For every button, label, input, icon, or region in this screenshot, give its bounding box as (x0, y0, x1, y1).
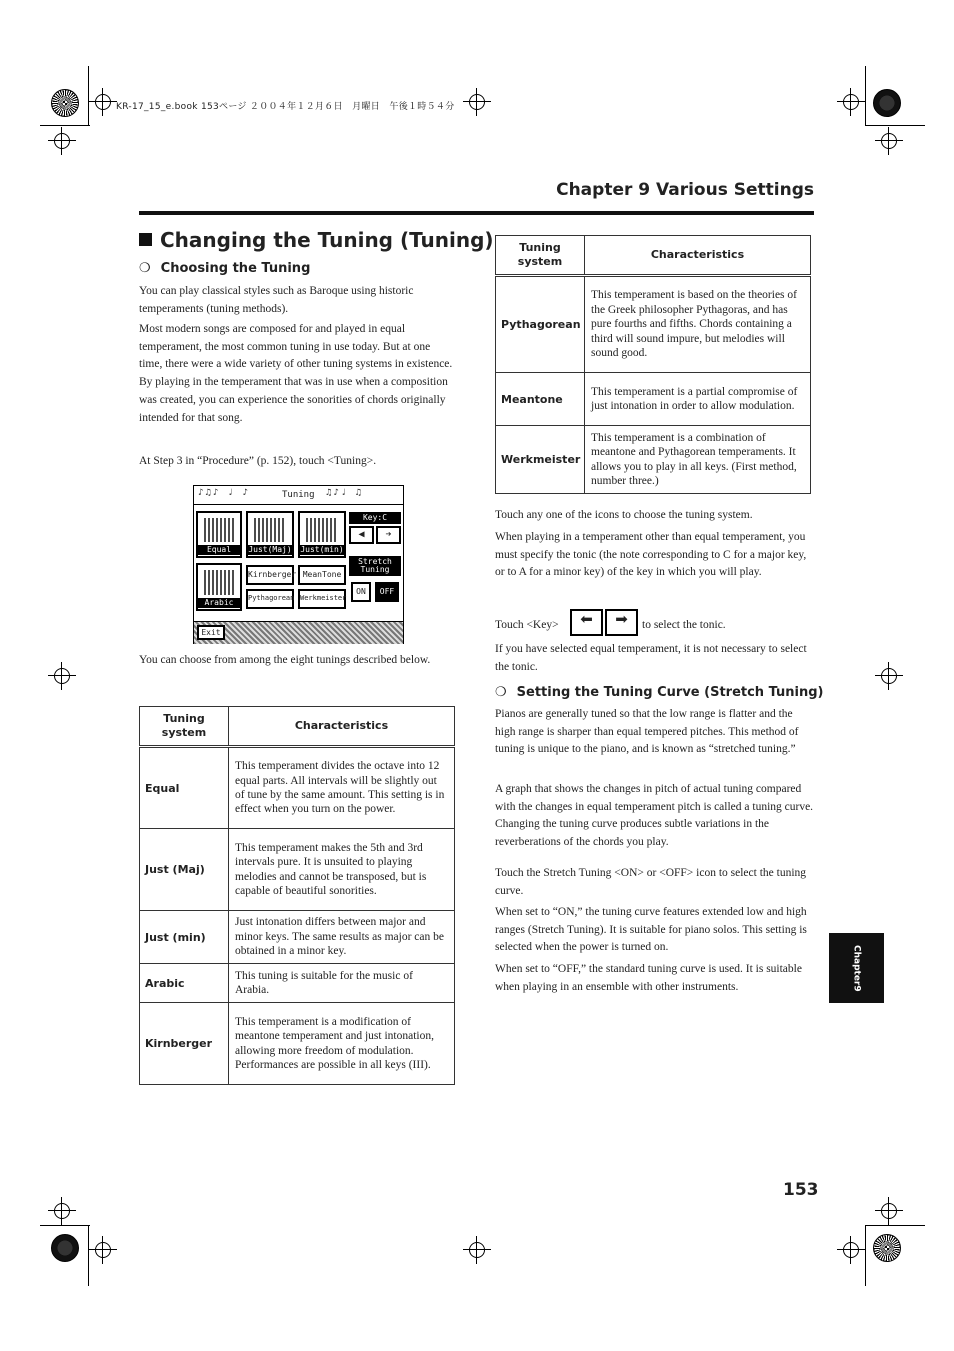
tuning-description: Just intonation differs between major and minor keys. The same results as major can be obtained in a minor key. (229, 911, 455, 964)
paragraph: Touch the Stretch Tuning <ON> or <OFF> icon to select the tuning curve. (495, 867, 807, 897)
key-left-arrow-icon: ⬅ (570, 609, 603, 636)
paragraph: When set to “OFF,” the standard tuning curve is used. It is suitable when playing in an ensemble with other instruments. (495, 963, 802, 993)
tuning-name: Just (min) (140, 911, 229, 964)
tuning-screen (193, 485, 404, 644)
table-row (140, 1003, 455, 1085)
mosque-icon (204, 570, 234, 595)
registration-mark-icon (54, 133, 70, 149)
tuning-description: This temperament divides the octave into 12 equal parts. All intervals will be slightly out of tune by the same amount. This setting is in effect when you turn on the power. (229, 747, 455, 829)
column-header-system: Tuning system (140, 707, 229, 747)
tuning-button-just-maj[interactable] (246, 511, 294, 558)
tuning-button-meantone[interactable]: MeanTone (298, 565, 346, 585)
crop-mark (88, 66, 89, 126)
section-title (139, 228, 494, 252)
tuning-name: Pythagorean (496, 276, 585, 373)
registration-mark-icon (54, 668, 70, 684)
registration-mark-icon (843, 1242, 859, 1258)
tuning-button-pythagorean[interactable]: Pythagorean (246, 589, 294, 609)
key-right-button[interactable]: ➔ (376, 526, 401, 544)
touch-key-suffix: to select the tonic. (642, 619, 726, 631)
paragraph: You can choose from among the eight tunings described below. (139, 654, 431, 666)
registration-mark-icon (95, 1242, 111, 1258)
tuning-name: Kirnberger (140, 1003, 229, 1085)
paragraph: Most modern songs are composed for and played in equal temperament, the most common tuning in use today. But at one time, there were a wide variety of other tuning systems in existence. By playing in the temperament that was in use when a composition was created, you can experience the sonorities of chords originally intended for that song. (139, 323, 453, 424)
tuning-button-just-min[interactable] (298, 511, 346, 558)
touch-key-text: Touch <Key> (495, 619, 559, 631)
subsection-title: Choosing the Tuning (160, 261, 311, 276)
tuning-description: This temperament is a modification of meantone temperament and just intonation, allowing more freedom of modulation. Performances are possible in all keys (III). (229, 1003, 455, 1085)
registration-mark-icon (881, 133, 897, 149)
paragraph: Touch any one of the icons to choose the tuning system. (495, 509, 753, 521)
key-right-arrow-icon: ➡ (605, 609, 638, 636)
registration-disc-icon (51, 89, 79, 117)
harpsichord-icon (306, 518, 338, 542)
column-header-characteristics: Characteristics (229, 707, 455, 747)
screen-title: Tuning (282, 490, 315, 500)
staff-notes-icon: ♪♫♪ ♩ ♪ (198, 488, 250, 498)
tuning-button-equal[interactable] (196, 511, 242, 558)
table-row (140, 964, 455, 1003)
registration-mark-icon (881, 668, 897, 684)
screen-title-bar (194, 486, 403, 505)
paragraph: A graph that shows the changes in pitch of actual tuning compared with the changes in equal temperament pitch is called a tuning curve. Changing the tuning curve produces subtle variations in the reverberations of the chords you play. (495, 783, 814, 849)
registration-mark-icon (843, 94, 859, 110)
tuning-name: Just (Maj) (140, 829, 229, 911)
registration-mark-icon (469, 1242, 485, 1258)
tuning-description: This temperament is a partial compromise of just intonation in order to allow modulation. (585, 373, 811, 426)
page-number: 153 (783, 1180, 819, 1200)
registration-disc-icon (873, 1234, 901, 1262)
crop-mark (865, 1225, 925, 1226)
crop-mark (88, 1226, 89, 1286)
chapter-tab: Chapter9 (829, 933, 884, 1003)
stretch-tuning-label: Stretch Tuning (349, 556, 401, 576)
tuning-description: This temperament is a combination of meantone and Pythagorean temperaments. It allows you to play in all keys. (First method, number three.) (585, 426, 811, 494)
paragraph: If you have selected equal temperament, it is not necessary to select the tonic. (495, 643, 807, 673)
table-row (140, 747, 455, 829)
paragraph: Pianos are generally tuned so that the low range is flatter and the high range is sharper than equal tempered pitches. This method of tuning is unique to the piano, and is known as “stretched tuning.” (495, 708, 799, 756)
stretch-off-button[interactable]: OFF (375, 582, 399, 602)
header-rule (139, 211, 814, 215)
tuning-button-arabic[interactable] (196, 563, 242, 611)
subsection-heading (495, 685, 824, 700)
circle-bullet-icon: ❍ (495, 685, 507, 700)
piano-icon (204, 518, 234, 542)
tuning-name: Meantone (496, 373, 585, 426)
column-header-system: Tuning system (496, 236, 585, 276)
crop-mark (40, 1225, 90, 1226)
crop-mark (40, 125, 90, 126)
table-row (496, 426, 811, 494)
table-row (140, 829, 455, 911)
key-left-button[interactable]: ◀ (349, 526, 374, 544)
harpsichord-icon (254, 518, 286, 542)
print-metadata: KR-17_15_e.book 153ページ ２００４年１２月６日 月曜日 午後１時５４分 (116, 102, 455, 112)
stretch-on-button[interactable]: ON (351, 582, 371, 602)
paragraph: You can play classical styles such as Baroque using historic temperaments (tuning methods). (139, 285, 414, 315)
button-label: Just(min) (300, 545, 344, 554)
subsection-heading (139, 261, 310, 276)
circle-bullet-icon: ❍ (139, 261, 151, 276)
registration-disc-icon (51, 1234, 79, 1262)
table-row (140, 911, 455, 964)
staff-notes-icon: ♫♪♩ ♫ (326, 488, 364, 498)
paragraph: At Step 3 in “Procedure” (p. 152), touch <Tuning>. (139, 455, 377, 467)
button-label: Just(Maj) (248, 545, 292, 554)
button-label: Arabic (198, 598, 240, 608)
paragraph: When set to “ON,” the tuning curve features extended low and high ranges (Stretch Tuning). It is suitable for piano solos. This setting is selected when the power is turned on. (495, 906, 807, 954)
table-row (496, 276, 811, 373)
button-label: Equal (198, 545, 240, 555)
tuning-description: This tuning is suitable for the music of Arabia. (229, 964, 455, 1003)
tuning-description: This temperament makes the 5th and 3rd intervals pure. It is unsuited to playing melodies and cannot be transposed, but is capable of beautiful sonorities. (229, 829, 455, 911)
paragraph: When playing in a temperament other than equal temperament, you must specify the tonic (the note corresponding to C for a major key, or to A for a minor key) of the key in which you will play. (495, 531, 807, 579)
column-header-characteristics: Characteristics (585, 236, 811, 276)
tuning-table-right (495, 235, 811, 494)
tuning-table-left (139, 706, 455, 1085)
tuning-description: This temperament is based on the theories of the Greek philosopher Pythagoras, and has pure fourths and fifths. Chords containing a third will sound impure, but melodies will sound good. (585, 276, 811, 373)
table-row (496, 373, 811, 426)
tuning-button-werkmeister[interactable]: Werkmeister (298, 589, 346, 609)
registration-mark-icon (54, 1203, 70, 1219)
crop-mark (865, 1226, 866, 1286)
subsection-title: Setting the Tuning Curve (Stretch Tuning) (516, 685, 824, 700)
section-title-text: Changing the Tuning (Tuning) (160, 228, 494, 252)
screen-footer (194, 621, 403, 644)
tuning-name: Equal (140, 747, 229, 829)
crop-mark (865, 125, 925, 126)
key-display: Key:C (349, 512, 401, 524)
registration-mark-icon (881, 1203, 897, 1219)
crop-mark (865, 66, 866, 126)
exit-button[interactable]: Exit (197, 625, 225, 640)
tuning-name: Arabic (140, 964, 229, 1003)
registration-disc-icon (873, 89, 901, 117)
tuning-name: Werkmeister (496, 426, 585, 494)
chapter-header: Chapter 9 Various Settings (556, 180, 814, 200)
tuning-button-kirnberger[interactable]: Kirnberger (246, 565, 294, 585)
registration-mark-icon (95, 94, 111, 110)
square-bullet-icon (139, 233, 152, 246)
registration-mark-icon (469, 94, 485, 110)
